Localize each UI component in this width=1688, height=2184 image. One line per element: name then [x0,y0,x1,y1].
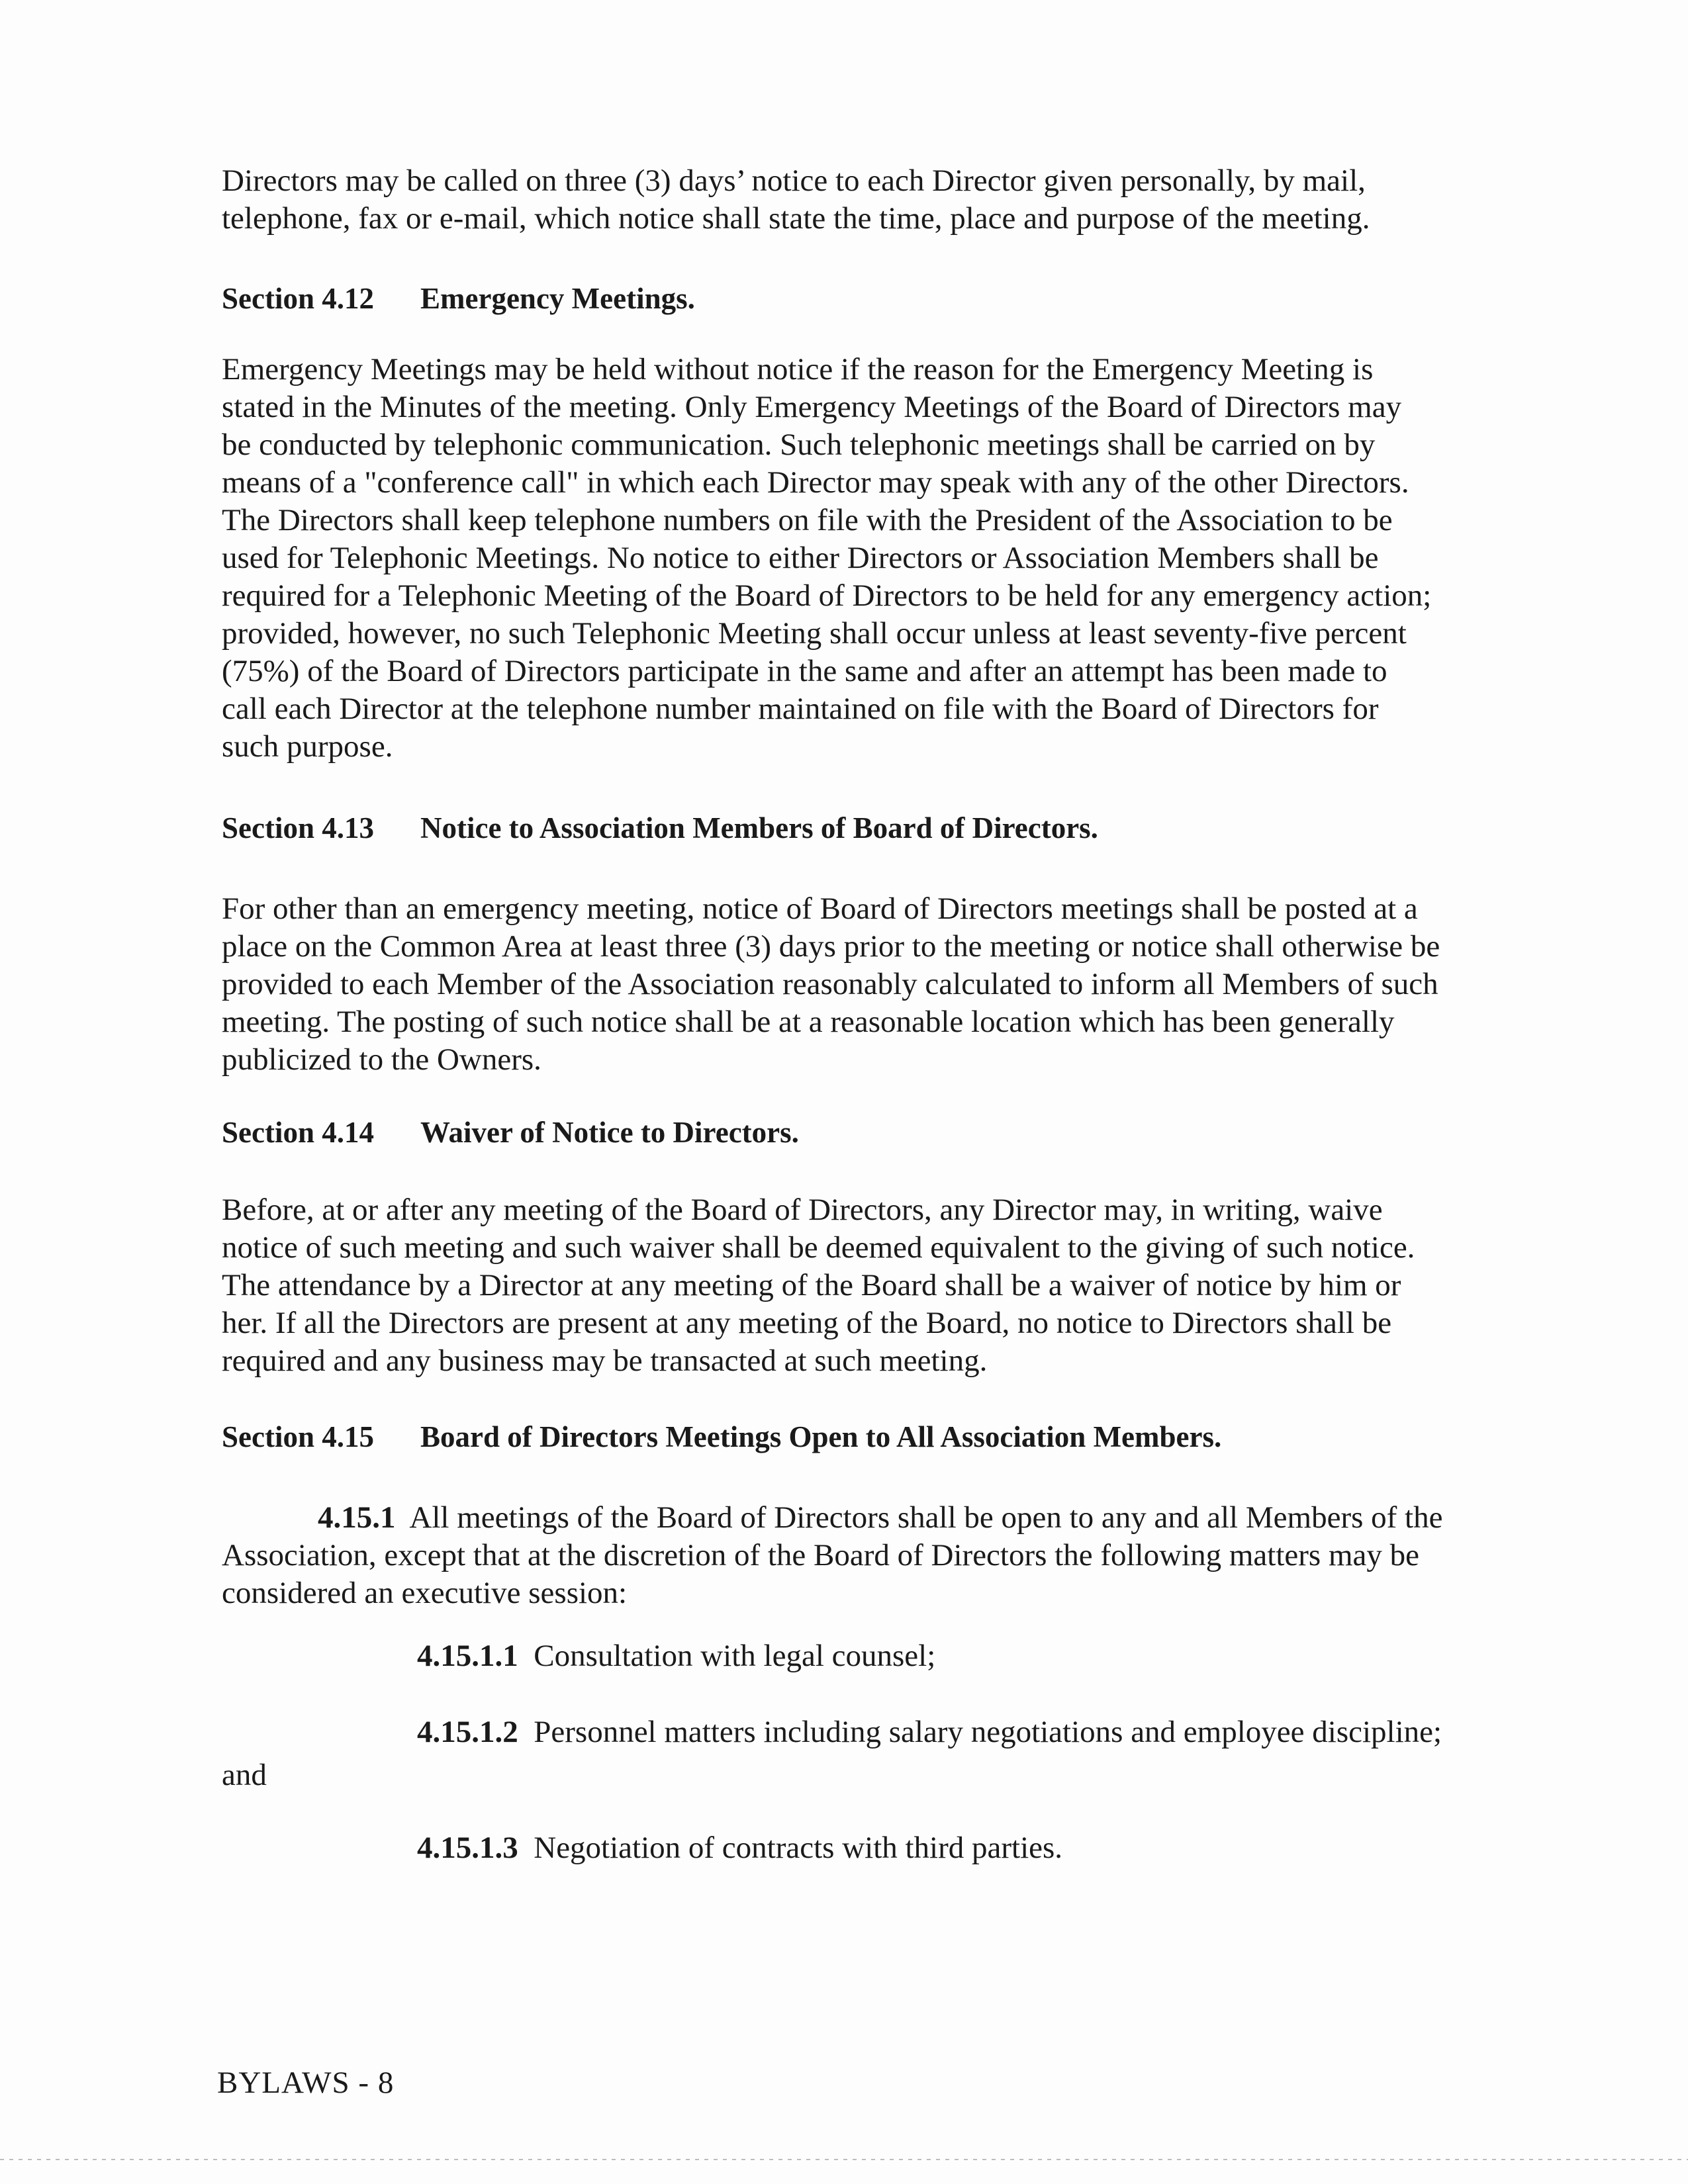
text-line: (75%) of the Board of Directors participate in the same and after an attempt has been made to [222,654,1387,688]
text-line: used for Telephonic Meetings. No notice to either Directors or Association Members shall be [222,541,1379,575]
list-item [417,1638,935,1674]
section-4-13-heading [222,811,1098,845]
item-text: Personnel matters including salary negotiations and employee discipline; [534,1715,1442,1749]
text-line: place on the Common Area at least three (3) days prior to the meeting or notice shall otherwise be [222,929,1440,964]
text-line: Association, except that at the discretion of the Board of Directors the following matters may be [222,1538,1419,1572]
item-text: Negotiation of contracts with third parties. [534,1831,1063,1865]
section-number: Section 4.13 [222,811,374,844]
subsection-text: All meetings of the Board of Directors shall be open to any and all Members of the [409,1500,1443,1535]
section-title: Notice to Association Members of Board of Directors. [420,811,1098,844]
text-line: considered an executive session: [222,1576,628,1610]
text-line: meeting. The posting of such notice shall be at a reasonable location which has been generally [222,1005,1395,1039]
section-4-15-heading [222,1420,1221,1454]
scan-edge-line [0,2159,1688,2160]
text-line: For other than an emergency meeting, notice of Board of Directors meetings shall be posted at a [222,891,1418,926]
text-line [222,1499,1513,1537]
text-line: required for a Telephonic Meeting of the Board of Directors to be held for any emergency action; [222,578,1432,613]
text-line: Emergency Meetings may be held without notice if the reason for the Emergency Meeting is [222,352,1374,387]
text-line: required and any business may be transacted at such meeting. [222,1343,988,1378]
text-line: her. If all the Directors are present at any meeting of the Board, no notice to Directors shall be [222,1306,1392,1340]
item-number: 4.15.1.3 [417,1831,518,1865]
section-title: Board of Directors Meetings Open to All Association Members. [420,1420,1222,1453]
section-title: Waiver of Notice to Directors. [420,1116,799,1149]
text-line: telephone, fax or e-mail, which notice shall state the time, place and purpose of the meeting. [222,201,1370,236]
page-footer: BYLAWS - 8 [217,2066,395,2100]
and-connector: and [222,1758,267,1792]
intro-paragraph [222,162,1513,238]
text-line: call each Director at the telephone number maintained on file with the Board of Directors for [222,692,1379,726]
text-line: The Directors shall keep telephone numbers on file with the President of the Association to be [222,503,1393,537]
section-number: Section 4.15 [222,1420,374,1453]
section-number: Section 4.12 [222,282,374,315]
item-number: 4.15.1.1 [417,1639,518,1673]
section-4-13-body [222,890,1513,1079]
text-line: means of a "conference call" in which each Director may speak with any of the other Directors. [222,465,1409,500]
text-line: Directors may be called on three (3) days’ notice to each Director given personally, by mail, [222,163,1366,198]
item-text: Consultation with legal counsel; [534,1639,936,1673]
text-line: provided, however, no such Telephonic Meeting shall occur unless at least seventy-five percent [222,616,1407,651]
text-line: notice of such meeting and such waiver shall be deemed equivalent to the giving of such notice. [222,1230,1415,1265]
section-4-15-1-paragraph [222,1499,1513,1612]
section-4-12-body [222,351,1513,766]
subsection-number: 4.15.1 [318,1500,396,1535]
text-line: such purpose. [222,729,393,764]
text-line: The attendance by a Director at any meeting of the Board shall be a waiver of notice by him or [222,1268,1401,1302]
section-4-14-body [222,1191,1513,1380]
list-item [417,1830,1062,1866]
section-number: Section 4.14 [222,1116,374,1149]
list-item [417,1714,1442,1750]
section-title: Emergency Meetings. [420,282,695,315]
text-line: stated in the Minutes of the meeting. Only Emergency Meetings of the Board of Directors may [222,390,1402,424]
section-4-14-heading [222,1115,799,1150]
text-line: be conducted by telephonic communication. Such telephonic meetings shall be carried on by [222,428,1376,462]
section-4-12-heading [222,281,695,316]
item-number: 4.15.1.2 [417,1715,518,1749]
text-line: publicized to the Owners. [222,1042,541,1077]
text-line: Before, at or after any meeting of the Board of Directors, any Director may, in writing, waive [222,1193,1383,1227]
text-line: provided to each Member of the Association reasonably calculated to inform all Members of such [222,967,1438,1001]
